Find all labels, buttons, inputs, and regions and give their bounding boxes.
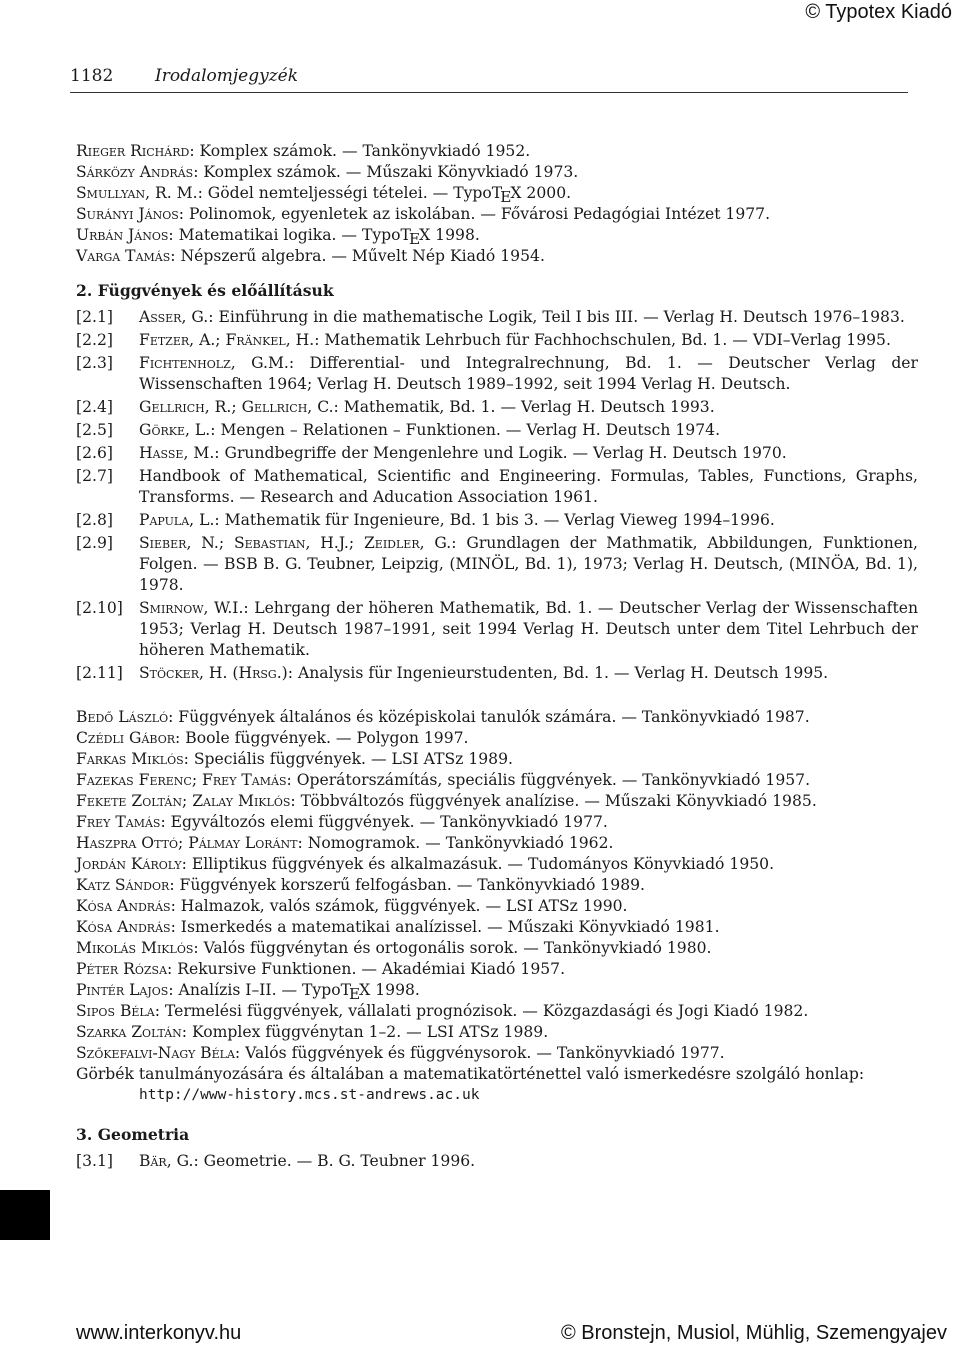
reference-author-initials: , H. xyxy=(285,331,315,349)
reference-author-initials: , H. ( xyxy=(198,664,239,682)
page-number: 1182 xyxy=(70,66,114,86)
reference-entry xyxy=(76,812,918,833)
reference-author-initials: , M. xyxy=(183,444,215,462)
reference-body xyxy=(139,598,918,661)
reference-author: Kósa András xyxy=(76,918,171,936)
numbered-reference xyxy=(76,443,918,464)
reference-text: : Elliptikus függvények és alkalmazásuk. — Tudományos Könyvkiadó 1950. xyxy=(181,855,775,873)
reference-body xyxy=(139,466,918,508)
tex-logo-e: E xyxy=(349,985,361,1003)
reference-entry xyxy=(76,791,918,812)
numbered-reference xyxy=(76,663,918,684)
reference-text: : Analízis I–II. — TypoT xyxy=(168,981,352,999)
reference-text: Handbook of Mathematical, Scientific and Engineering. Formulas, Tables, Functions, Graphs, Transforms. — Research and Aducation Association 1961. xyxy=(139,467,918,506)
reference-text: : Analysis für Ingenieurstudenten, Bd. 1. — Verlag H. Deutsch 1995. xyxy=(287,664,829,682)
reference-text: : Komplex számok. — Műszaki Könyvkiadó 1973. xyxy=(193,163,579,181)
reference-text: : Függvények általános és középiskolai tanulók számára. — Tankönyvkiadó 1987. xyxy=(168,708,810,726)
reference-text: : Komplex függvénytan 1–2. — LSI ATSz 1989. xyxy=(181,1023,549,1041)
reference-author: Fichtenholz xyxy=(139,354,231,372)
reference-body xyxy=(139,397,918,418)
reference-entry xyxy=(76,749,918,770)
reference-text: : Operátorszámítás, speciális függvények. — Tankönyvkiadó 1957. xyxy=(286,771,811,789)
reference-author: Papula xyxy=(139,511,190,529)
reference-entry xyxy=(76,896,918,917)
reference-author-initials: ) xyxy=(281,664,288,682)
numbered-reference xyxy=(76,510,918,531)
reference-author-initials: , G. xyxy=(419,534,452,552)
reference-entry xyxy=(76,959,918,980)
reference-author: Szarka Zoltán xyxy=(76,1023,182,1041)
reference-number: [2.7] xyxy=(76,467,113,485)
reference-author: Sieber xyxy=(139,534,187,552)
copyright-watermark-top: © Typotex Kiadó xyxy=(805,1,952,23)
reference-number: [2.3] xyxy=(76,354,113,372)
reference-text-after: X 2000. xyxy=(510,184,572,202)
reference-author-initials: , A.; xyxy=(189,331,226,349)
reference-author-initials: , R.; xyxy=(204,398,242,416)
reference-body xyxy=(139,353,918,395)
reference-entry xyxy=(76,728,918,749)
reference-number: [2.4] xyxy=(76,398,113,416)
reference-text: : Mathematik, Bd. 1. — Verlag H. Deutsch 1993. xyxy=(333,398,715,416)
prelude-list xyxy=(76,141,918,267)
reference-body xyxy=(139,510,918,531)
reference-text: : Valós függvénytan és ortogonális sorok. — Tankönyvkiadó 1980. xyxy=(193,939,712,957)
reference-entry xyxy=(76,854,918,875)
numbered-reference xyxy=(76,598,918,661)
reference-author: Frey Tamás xyxy=(76,813,161,831)
reference-text: : Valós függvények és függvénysorok. — Tankönyvkiadó 1977. xyxy=(234,1044,725,1062)
reference-number: [2.5] xyxy=(76,421,113,439)
reference-entry xyxy=(76,162,918,183)
reference-entry xyxy=(76,707,918,728)
reference-author: Varga Tamás xyxy=(76,247,171,265)
reference-text: : Boole függvények. — Polygon 1997. xyxy=(175,729,469,747)
reference-body xyxy=(139,307,918,328)
reference-text: : Differential- und Integralrechnung, Bd. 1. — Deutscher Verlag der Wissenschaften 1964; Verlag H. Deutsch 1989–1992, seit 1994 Verlag H. Deutsch. xyxy=(139,354,918,393)
reference-author: Szőkefalvi-Nagy Béla xyxy=(76,1044,235,1062)
reference-text: : Grundbegriffe der Mengenlehre und Logik. — Verlag H. Deutsch 1970. xyxy=(214,444,787,462)
reference-text: : Speciális függvények. — LSI ATSz 1989. xyxy=(183,750,513,768)
numbered-reference xyxy=(76,353,918,395)
reference-list-geometry xyxy=(76,1151,918,1172)
reference-author: Pintér Lajos xyxy=(76,981,169,999)
reference-author: Haszpra Ottó; Pálmay Loránt xyxy=(76,834,298,852)
section-title-geometry: 3. Geometria xyxy=(76,1125,190,1144)
reference-author-initials: , N.; xyxy=(186,534,234,552)
reference-author: Péter Rózsa xyxy=(76,960,168,978)
reference-entry xyxy=(76,1043,918,1064)
reference-text: : Polinomok, egyenletek az iskolában. — Fővárosi Pedagógiai Intézet 1977. xyxy=(178,205,771,223)
reference-text: : Geometrie. — B. G. Teubner 1996. xyxy=(193,1152,476,1170)
reference-entry xyxy=(76,917,918,938)
reference-author-initials: , W.I. xyxy=(203,599,244,617)
reference-text: : Matematikai logika. — TypoT xyxy=(168,226,411,244)
reference-author: Görke xyxy=(139,421,186,439)
reference-number: [2.8] xyxy=(76,511,113,529)
reference-text: : Komplex számok. — Tankönyvkiadó 1952. xyxy=(189,142,531,160)
reference-text: : Függvények korszerű felfogásban. — Tankönyvkiadó 1989. xyxy=(169,876,646,894)
reference-number: [2.9] xyxy=(76,534,113,552)
numbered-reference xyxy=(76,397,918,418)
reference-entry xyxy=(76,980,918,1001)
reference-author: Stöcker xyxy=(139,664,199,682)
reference-text: : Egyváltozós elemi függvények. — Tankönyvkiadó 1977. xyxy=(160,813,608,831)
reference-entry xyxy=(76,1001,918,1022)
reference-author: Surányi János xyxy=(76,205,179,223)
reference-author: Smullyan, R. M. xyxy=(76,184,198,202)
reference-author: Hrsg. xyxy=(238,664,282,682)
reference-author-initials: , G.M. xyxy=(230,354,289,372)
authors-copyright-watermark: © Bronstejn, Musiol, Mühlig, Szemengyajev xyxy=(560,1322,947,1344)
numbered-reference xyxy=(76,307,918,328)
numbered-reference xyxy=(76,420,918,441)
reference-author: Smirnow xyxy=(139,599,204,617)
reference-entry xyxy=(76,141,918,162)
history-url-link[interactable]: http://www-history.mcs.st-andrews.ac.uk xyxy=(139,1087,480,1103)
reference-author-initials: , G. xyxy=(166,1152,194,1170)
reference-author-initials: , C. xyxy=(307,398,334,416)
page-title: Irodalomjegyzék xyxy=(155,66,299,86)
reference-entry xyxy=(76,1022,918,1043)
reference-author: Asser xyxy=(139,308,182,326)
reference-author: Katz Sándor xyxy=(76,876,170,894)
website-watermark: www.interkonyv.hu xyxy=(76,1322,242,1344)
numbered-reference xyxy=(76,330,918,351)
reference-entry xyxy=(76,770,918,791)
reference-text-after: X 1998. xyxy=(419,226,480,244)
reference-list-functions xyxy=(76,307,918,684)
reference-text: : Mathematik für Ingenieure, Bd. 1 bis 3. — Verlag Vieweg 1994–1996. xyxy=(214,511,775,529)
reference-author: Zeidler xyxy=(363,534,420,552)
numbered-reference xyxy=(76,1151,918,1172)
reference-entry xyxy=(76,183,918,204)
reference-text: : Halmazok, valós számok, függvények. — LSI ATSz 1990. xyxy=(170,897,628,915)
reference-author: Sipos Béla xyxy=(76,1002,155,1020)
reference-author: Jordán Károly xyxy=(76,855,182,873)
reference-author: Fetzer xyxy=(139,331,190,349)
reference-number: [3.1] xyxy=(76,1152,113,1170)
reference-author: Mikolás Miklós xyxy=(76,939,194,957)
reference-text-after: X 1998. xyxy=(359,981,420,999)
bibliography-content xyxy=(76,141,918,1174)
reference-text: : Mengen – Relationen – Funktionen. — Verlag H. Deutsch 1974. xyxy=(210,421,721,439)
numbered-reference xyxy=(76,533,918,596)
reference-author: Sebastian xyxy=(233,534,306,552)
reference-author: Urbán János xyxy=(76,226,169,244)
reference-author: Farkas Miklós xyxy=(76,750,184,768)
reference-body xyxy=(139,420,918,441)
reference-entry xyxy=(76,938,918,959)
history-note: Görbék tanulmányozására és általában a matematikatörténettel való ismerkedésre szolgáló honlap: xyxy=(76,1065,865,1083)
reference-text: : Gödel nemteljességi tételei. — TypoT xyxy=(197,184,503,202)
reference-text: : Nomogramok. — Tankönyvkiadó 1962. xyxy=(297,834,614,852)
reference-body xyxy=(139,663,918,684)
reference-author: Fekete Zoltán; Zalay Miklós xyxy=(76,792,291,810)
reference-body xyxy=(139,1151,918,1172)
reference-number: [2.6] xyxy=(76,444,113,462)
reference-body xyxy=(139,443,918,464)
numbered-reference xyxy=(76,466,918,508)
reference-entry xyxy=(76,225,918,246)
reference-author-initials: , L. xyxy=(185,421,211,439)
reference-text: : Mathematik Lehrbuch für Fachhochschulen, Bd. 1. — VDI–Verlag 1995. xyxy=(314,331,891,349)
reference-author: Gellrich xyxy=(241,398,308,416)
tex-logo-e: E xyxy=(408,230,421,248)
reference-text: : Lehrgang der höheren Mathematik, Bd. 1. — Deutscher Verlag der Wissenschaften 1953; Verlag H. Deutsch 1987–1991, seit 1994 Verlag H. Deutsch unter dem Titel Lehrbuch der höheren Mathematik. xyxy=(139,599,918,659)
reference-body xyxy=(139,330,918,351)
reference-author: Rieger Richárd xyxy=(76,142,190,160)
reference-author: Fazekas Ferenc; Frey Tamás xyxy=(76,771,287,789)
reference-number: [2.11] xyxy=(76,664,123,682)
reference-author: Kósa András xyxy=(76,897,171,915)
thumb-index-marker xyxy=(0,1190,50,1240)
reference-author: Gellrich xyxy=(139,398,205,416)
reference-author: Sárközy András xyxy=(76,163,194,181)
reference-author: Fränkel xyxy=(225,331,286,349)
reference-author-initials: , L. xyxy=(189,511,215,529)
reference-author: Bedő László xyxy=(76,708,169,726)
reference-author-initials: , G. xyxy=(181,308,209,326)
reference-text: : Rekursive Funktionen. — Akadémiai Kiadó 1957. xyxy=(167,960,566,978)
reference-entry xyxy=(76,246,918,267)
reference-body xyxy=(139,533,918,596)
reference-number: [2.2] xyxy=(76,331,113,349)
reference-text: : Ismerkedés a matematikai analízissel. — Műszaki Könyvkiadó 1981. xyxy=(170,918,720,936)
section-title-functions: 2. Függvények és előállításuk xyxy=(76,281,334,300)
reference-author-initials: , H.J.; xyxy=(305,534,364,552)
reference-author: Hasse xyxy=(139,444,184,462)
hungarian-reference-list xyxy=(76,707,918,1064)
tex-logo-e: E xyxy=(500,188,512,206)
reference-text: : Grundlagen der Mathmatik, Abbildungen, Funktionen, Folgen. — BSB B. G. Teubner, Leipzig, (MINÖL, Bd. 1), 1973; Verlag H. Deutsch, (MINÖA, Bd. 1), 1978. xyxy=(139,534,918,594)
reference-entry xyxy=(76,833,918,854)
reference-entry xyxy=(76,204,918,225)
reference-number: [2.10] xyxy=(76,599,123,617)
reference-author: Czédli Gábor xyxy=(76,729,176,747)
reference-text: : Termelési függvények, vállalati prognózisok. — Közgazdasági és Jogi Kiadó 1982. xyxy=(154,1002,809,1020)
reference-text: : Einführung in die mathematische Logik, Teil I bis III. — Verlag H. Deutsch 1976–1983. xyxy=(208,308,905,326)
page-header xyxy=(70,66,908,93)
reference-entry xyxy=(76,875,918,896)
reference-author: Bär xyxy=(139,1152,167,1170)
reference-number: [2.1] xyxy=(76,308,113,326)
reference-text: : Többváltozós függvények analízise. — Műszaki Könyvkiadó 1985. xyxy=(290,792,817,810)
reference-text: : Népszerű algebra. — Művelt Nép Kiadó 1954. xyxy=(170,247,545,265)
